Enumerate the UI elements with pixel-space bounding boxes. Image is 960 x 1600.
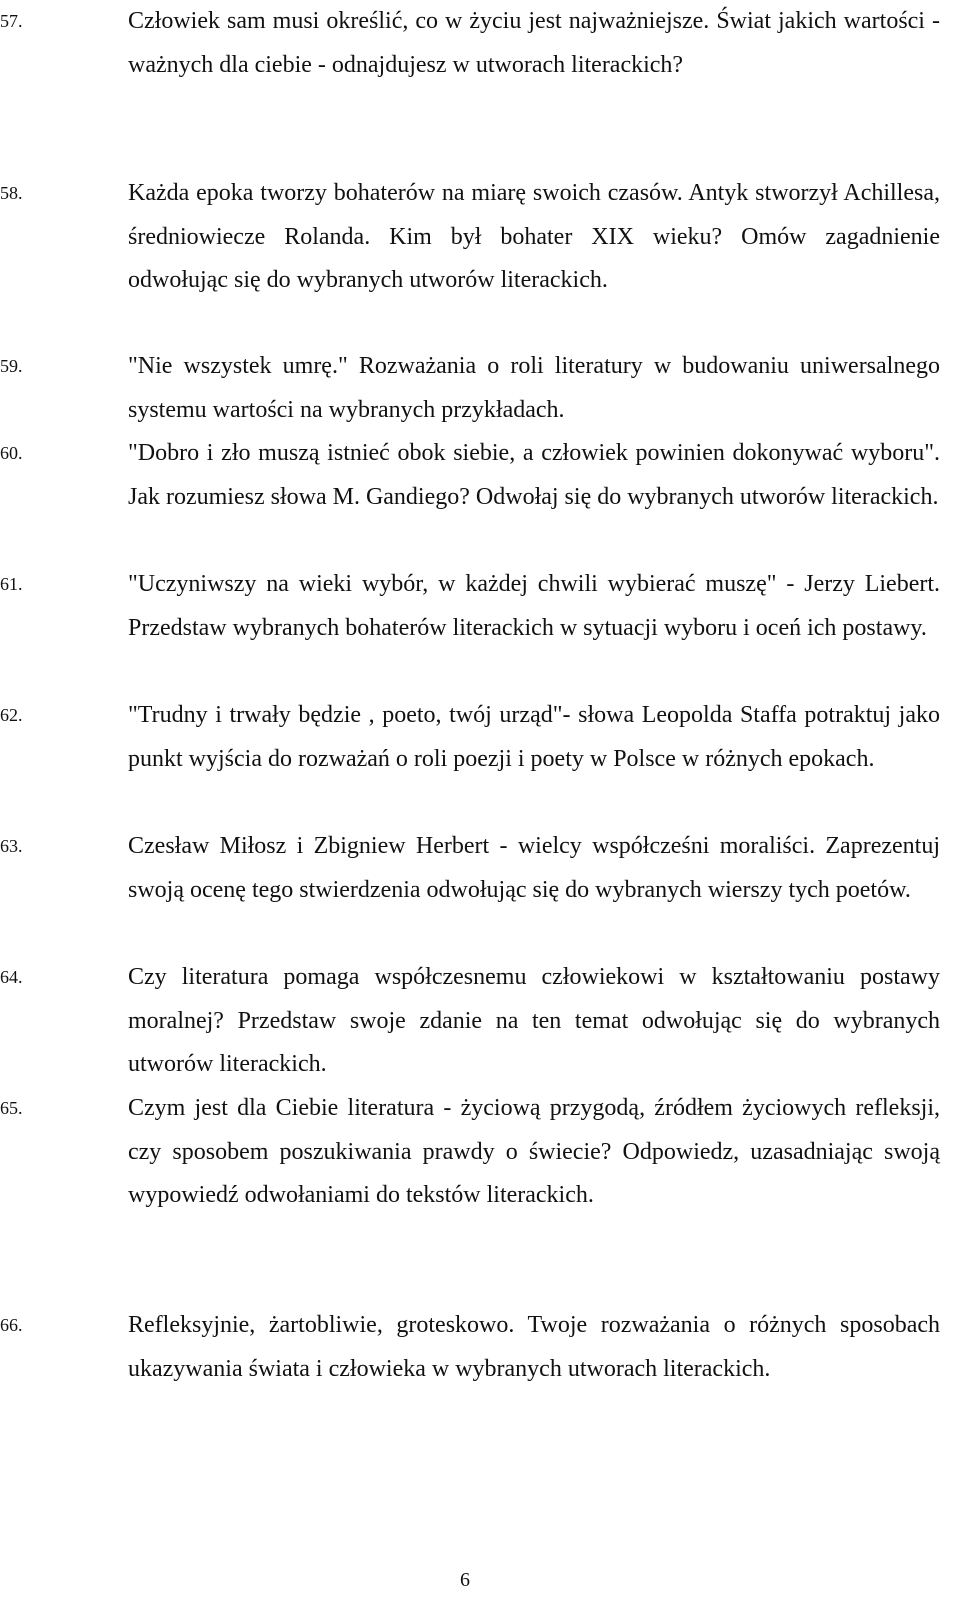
item-number: 61. xyxy=(0,574,23,594)
item-number: 65. xyxy=(0,1098,23,1118)
item-text: "Dobro i zło muszą istnieć obok siebie, a człowiek powinien dokonywać wyboru". Jak rozumiesz słowa M. Gandiego? Odwołaj się do wybranych utworów literackich. xyxy=(128,440,940,510)
item-number: 62. xyxy=(0,705,23,725)
item-text: Czy literatura pomaga współczesnemu człowiekowi w kształtowaniu postawy moralnej? Przedstaw swoje zdanie na ten temat odwołując się do wybranych utworów literackich. xyxy=(128,964,940,1077)
page-number: 6 xyxy=(460,1569,470,1591)
item-number: 58. xyxy=(0,183,23,203)
item-number: 59. xyxy=(0,356,23,376)
item-text: "Nie wszystek umrę." Rozważania o roli literatury w budowaniu uniwersalnego systemu wartości na wybranych przykładach. xyxy=(128,353,940,423)
item-number: 66. xyxy=(0,1315,23,1335)
item-number: 63. xyxy=(0,836,23,856)
item-text: Refleksyjnie, żartobliwie, groteskowo. Twoje rozważania o różnych sposobach ukazywania świata i człowieka w wybranych utworach literackich. xyxy=(128,1312,940,1382)
item-text: "Trudny i trwały będzie , poeto, twój urząd"- słowa Leopolda Staffa potraktuj jako punkt wyjścia do rozważań o roli poezji i poety w Polsce w różnych epokach. xyxy=(128,702,940,772)
item-number: 60. xyxy=(0,443,23,463)
item-text: "Uczyniwszy na wieki wybór, w każdej chwili wybierać muszę" - Jerzy Liebert. Przedstaw wybranych bohaterów literackich w sytuacji wyboru i oceń ich postawy. xyxy=(128,571,940,641)
item-number: 57. xyxy=(0,11,23,31)
item-text: Czym jest dla Ciebie literatura - życiową przygodą, źródłem życiowych refleksji, czy sposobem poszukiwania prawdy o świecie? Odpowiedz, uzasadniając swoją wypowiedź odwołaniami do tekstów literackich. xyxy=(128,1095,940,1208)
item-number: 64. xyxy=(0,967,23,987)
item-text: Czesław Miłosz i Zbigniew Herbert - wielcy współcześni moraliści. Zaprezentuj swoją ocenę tego stwierdzenia odwołując się do wybranych wierszy tych poetów. xyxy=(128,833,940,903)
item-text: Człowiek sam musi określić, co w życiu jest najważniejsze. Świat jakich wartości - ważnych dla ciebie - odnajdujesz w utworach literackich? xyxy=(128,8,940,78)
item-text: Każda epoka tworzy bohaterów na miarę swoich czasów. Antyk stworzył Achillesa, średniowiecze Rolanda. Kim był bohater XIX wieku? Omów zagadnienie odwołując się do wybranych utworów literackich. xyxy=(128,180,940,293)
